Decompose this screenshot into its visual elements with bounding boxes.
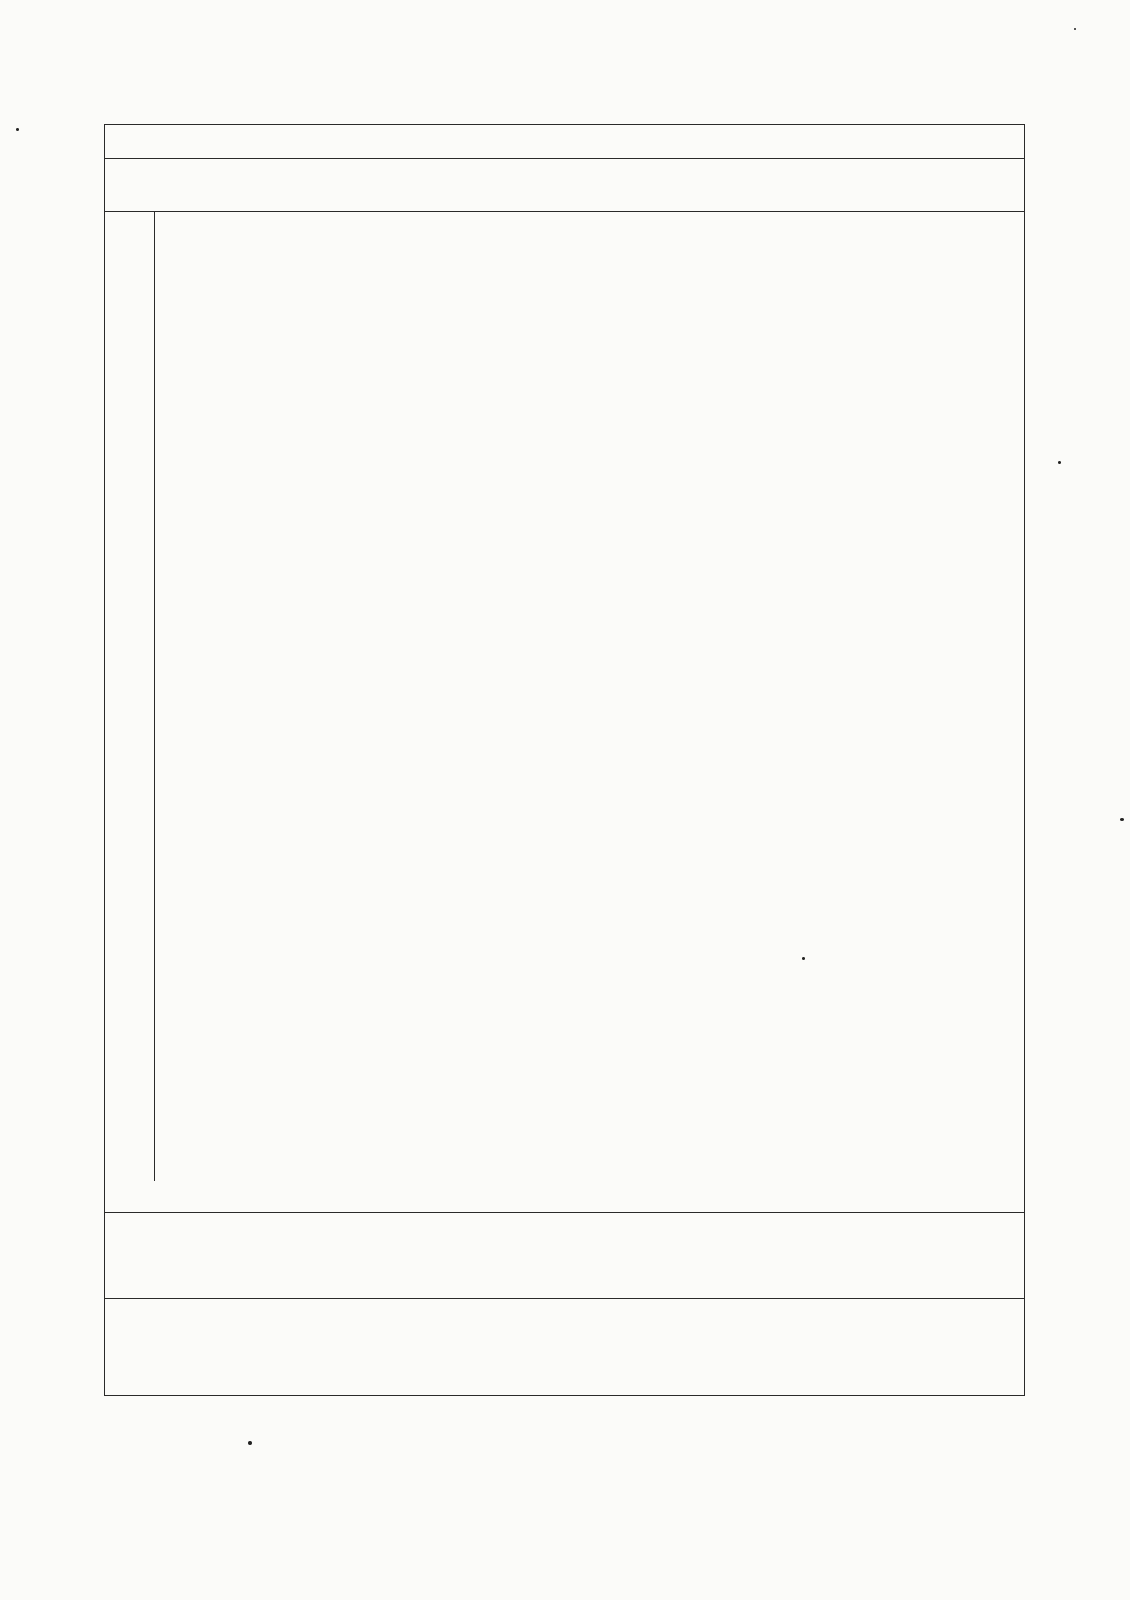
divider <box>105 211 1024 212</box>
divider <box>105 1298 1024 1299</box>
scan-speck <box>802 957 805 960</box>
number-column-divider <box>154 211 155 1181</box>
scan-speck <box>1120 818 1124 821</box>
scan-speck <box>1058 461 1061 464</box>
scan-speck <box>1074 28 1076 30</box>
proforma-table <box>104 124 1025 1396</box>
divider <box>105 1212 1024 1213</box>
scan-speck <box>248 1441 252 1445</box>
divider <box>105 158 1024 159</box>
scan-speck <box>16 128 19 131</box>
